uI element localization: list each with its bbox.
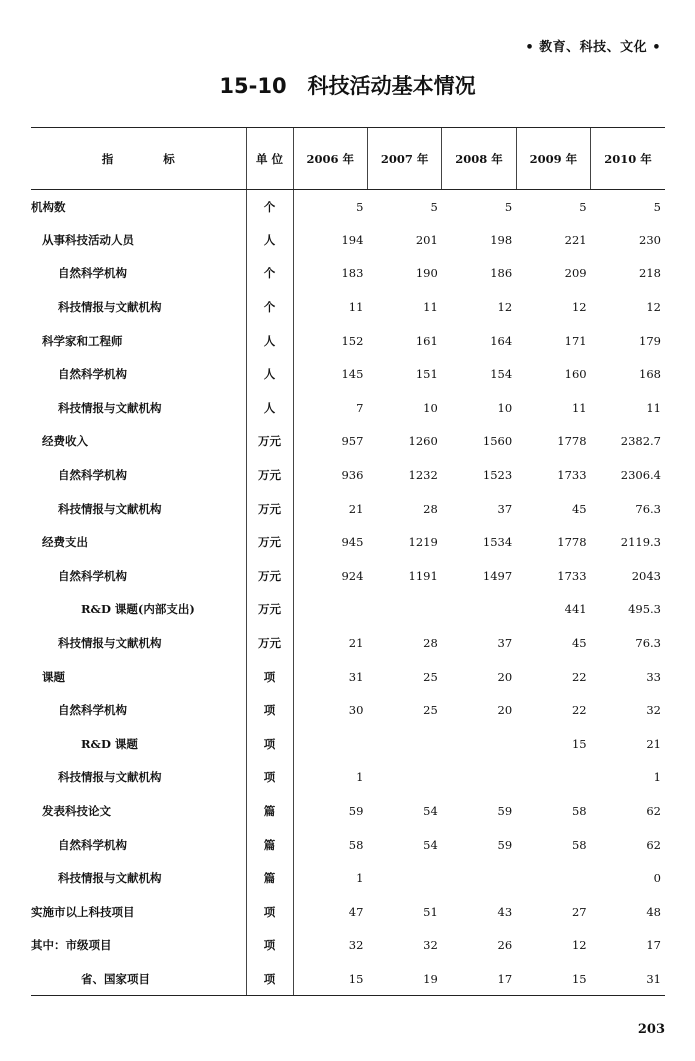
- value-cell: 51: [423, 904, 438, 919]
- value-cell: 22: [571, 669, 587, 684]
- page-title: 15-10 科技活动基本情况: [219, 74, 476, 98]
- value-cell: 32: [646, 703, 661, 718]
- value-cell: 5: [504, 199, 513, 214]
- unit-column-header: 单 位: [246, 128, 293, 190]
- value-cell: [442, 727, 516, 761]
- value-cell: 12: [646, 300, 661, 315]
- table-row: [31, 357, 665, 391]
- table-row: [31, 660, 665, 694]
- value-cell: 1778: [557, 535, 587, 550]
- table-row: [31, 257, 665, 291]
- value-cell: [367, 861, 441, 895]
- value-cell: 5: [293, 190, 367, 224]
- unit-cell: 人: [246, 357, 293, 391]
- value-cell: 1497: [482, 568, 513, 583]
- value-cell: 5: [430, 199, 438, 214]
- table-row: [31, 525, 665, 559]
- value-cell: 186: [490, 266, 513, 281]
- section-label: • 教育、科技、文化 •: [525, 40, 661, 55]
- value-cell: 27: [571, 904, 587, 919]
- table-row: [31, 290, 665, 324]
- value-cell: 152: [293, 324, 367, 358]
- value-cell: 43: [497, 904, 513, 919]
- table-row: [31, 761, 665, 795]
- value-cell: 19: [367, 962, 441, 996]
- unit-cell: 人: [246, 223, 293, 257]
- value-cell: 17: [442, 962, 516, 996]
- unit-cell: 个: [246, 190, 293, 224]
- value-cell: 58: [571, 803, 587, 818]
- year-column-header: 2008 年: [442, 128, 516, 190]
- indicator-name: 科技情报与文献机构: [58, 871, 162, 886]
- value-cell: 12: [571, 300, 587, 315]
- statistics-table: [31, 127, 665, 996]
- value-cell: 154: [490, 367, 513, 382]
- value-cell: 58: [293, 828, 367, 862]
- value-cell: 441: [564, 602, 587, 617]
- value-cell: 59: [497, 837, 513, 852]
- unit-cell: 项: [246, 895, 293, 929]
- value-cell: [516, 761, 590, 795]
- value-cell: [516, 861, 590, 895]
- value-cell: 32: [293, 929, 367, 963]
- year-column-header: 2006 年: [293, 128, 367, 190]
- table-row: [31, 693, 665, 727]
- value-cell: 21: [293, 492, 367, 526]
- indicator-name: 实施市以上科技项目: [31, 904, 135, 919]
- year-column-header: 2007 年: [367, 128, 441, 190]
- table-header-row: [31, 128, 665, 190]
- indicator-name: 其中：市级项目: [31, 938, 112, 953]
- indicator-name: 科技情报与文献机构: [58, 400, 162, 415]
- value-cell: 12: [571, 938, 587, 953]
- unit-cell: 人: [246, 324, 293, 358]
- value-cell: 15: [516, 962, 590, 996]
- indicator-name: 自然科学机构: [58, 837, 127, 852]
- table-row: [31, 223, 665, 257]
- indicator-header-char-2: 标: [163, 151, 175, 166]
- value-cell: 164: [490, 333, 513, 348]
- unit-cell: 个: [246, 257, 293, 291]
- value-cell: 1: [293, 761, 367, 795]
- unit-cell: 项: [246, 761, 293, 795]
- unit-cell: 项: [246, 660, 293, 694]
- value-cell: 10: [497, 400, 513, 415]
- value-cell: 25: [423, 703, 438, 718]
- value-cell: 1534: [482, 535, 513, 550]
- indicator-name: 自然科学机构: [58, 468, 127, 483]
- value-cell: 179: [639, 333, 661, 348]
- table-row: [31, 391, 665, 425]
- value-cell: 11: [423, 300, 438, 315]
- value-cell: 2119.3: [620, 535, 661, 550]
- value-cell: 11: [293, 290, 367, 324]
- value-cell: 20: [497, 669, 513, 684]
- value-cell: [442, 593, 516, 627]
- value-cell: 54: [423, 837, 438, 852]
- indicator-name: 科技情报与文献机构: [58, 300, 162, 315]
- value-cell: 7: [293, 391, 367, 425]
- value-cell: 5: [653, 199, 661, 214]
- value-cell: 1: [293, 861, 367, 895]
- value-cell: 2043: [631, 568, 661, 583]
- table-row: [31, 929, 665, 963]
- unit-cell: 万元: [246, 559, 293, 593]
- table-row: [31, 559, 665, 593]
- value-cell: 11: [571, 400, 587, 415]
- unit-cell: 项: [246, 727, 293, 761]
- value-cell: 31: [293, 660, 367, 694]
- value-cell: 1191: [408, 568, 438, 583]
- value-cell: 54: [423, 803, 438, 818]
- value-cell: 37: [497, 501, 513, 516]
- value-cell: 151: [415, 367, 438, 382]
- value-cell: 17: [646, 938, 661, 953]
- value-cell: 33: [646, 669, 661, 684]
- unit-cell: 项: [246, 693, 293, 727]
- value-cell: 12: [497, 300, 513, 315]
- value-cell: 201: [415, 232, 438, 247]
- value-cell: 145: [293, 357, 367, 391]
- unit-cell: 万元: [246, 626, 293, 660]
- value-cell: 10: [423, 400, 438, 415]
- indicator-name: 科技情报与文献机构: [58, 770, 162, 785]
- statistics-table-container: [31, 127, 665, 996]
- value-cell: 1733: [557, 468, 587, 483]
- unit-cell: 万元: [246, 492, 293, 526]
- unit-cell: 篇: [246, 861, 293, 895]
- indicator-header-char-1: 指: [101, 151, 114, 166]
- unit-cell: 篇: [246, 794, 293, 828]
- value-cell: 62: [646, 837, 661, 852]
- value-cell: 47: [293, 895, 367, 929]
- value-cell: 936: [293, 458, 367, 492]
- value-cell: [293, 593, 367, 627]
- value-cell: 168: [639, 367, 661, 382]
- value-cell: 1219: [408, 535, 438, 550]
- value-cell: 183: [293, 257, 367, 291]
- value-cell: 31: [591, 962, 665, 996]
- value-cell: 25: [423, 669, 438, 684]
- table-header: [31, 128, 665, 190]
- value-cell: 76.3: [635, 501, 661, 516]
- value-cell: 1733: [557, 568, 587, 583]
- value-cell: 957: [293, 425, 367, 459]
- value-cell: [367, 593, 441, 627]
- value-cell: 924: [293, 559, 367, 593]
- value-cell: 1: [653, 770, 661, 785]
- value-cell: 28: [423, 501, 438, 516]
- indicator-name: 从事科技活动人员: [42, 232, 134, 247]
- value-cell: 45: [571, 501, 587, 516]
- table-row: [31, 794, 665, 828]
- indicator-name: R&D 课题: [81, 736, 138, 751]
- indicator-name: 机构数: [31, 199, 66, 214]
- unit-cell: 万元: [246, 458, 293, 492]
- value-cell: 21: [293, 626, 367, 660]
- value-cell: 59: [293, 794, 367, 828]
- indicator-name: 自然科学机构: [58, 266, 127, 281]
- value-cell: 2382.7: [620, 434, 661, 449]
- unit-cell: 篇: [246, 828, 293, 862]
- unit-cell: 万元: [246, 525, 293, 559]
- value-cell: 161: [415, 333, 438, 348]
- table-row: [31, 727, 665, 761]
- unit-cell: 项: [246, 962, 293, 996]
- value-cell: 62: [646, 803, 661, 818]
- indicator-name: 自然科学机构: [58, 703, 127, 718]
- indicator-name: 科技情报与文献机构: [58, 636, 162, 651]
- value-cell: 1260: [408, 434, 438, 449]
- indicator-name: 科技情报与文献机构: [58, 501, 162, 516]
- value-cell: 1560: [482, 434, 513, 449]
- indicator-name: R&D 课题(内部支出): [81, 602, 195, 617]
- table-row: [31, 962, 665, 996]
- value-cell: 37: [497, 636, 513, 651]
- table-row: [31, 861, 665, 895]
- table-row: [31, 425, 665, 459]
- unit-cell: 项: [246, 929, 293, 963]
- year-column-header: 2009 年: [516, 128, 590, 190]
- value-cell: 15: [293, 962, 367, 996]
- table-row: [31, 895, 665, 929]
- value-cell: 171: [564, 333, 587, 348]
- page-number: 203: [637, 1022, 665, 1037]
- value-cell: 2306.4: [620, 468, 661, 483]
- value-cell: 76.3: [635, 636, 661, 651]
- value-cell: 209: [564, 266, 587, 281]
- value-cell: 48: [646, 904, 661, 919]
- indicator-column-header: [31, 128, 246, 190]
- value-cell: 221: [564, 232, 587, 247]
- value-cell: [442, 761, 516, 795]
- value-cell: [367, 761, 441, 795]
- table-row: [31, 458, 665, 492]
- year-column-header: 2010 年: [591, 128, 665, 190]
- table-row: [31, 190, 665, 224]
- value-cell: 22: [571, 703, 587, 718]
- indicator-name: 省、国家项目: [31, 962, 246, 996]
- value-cell: 1232: [408, 468, 438, 483]
- value-cell: 11: [646, 400, 661, 415]
- value-cell: 1778: [557, 434, 587, 449]
- value-cell: 30: [293, 693, 367, 727]
- value-cell: 58: [571, 837, 587, 852]
- unit-cell: 个: [246, 290, 293, 324]
- table-row: [31, 593, 665, 627]
- indicator-name: 发表科技论文: [42, 803, 111, 818]
- unit-cell: 人: [246, 391, 293, 425]
- unit-cell: 万元: [246, 425, 293, 459]
- value-cell: 198: [490, 232, 513, 247]
- value-cell: 495.3: [628, 602, 661, 617]
- table-row: [31, 828, 665, 862]
- value-cell: 32: [423, 938, 438, 953]
- value-cell: 5: [579, 199, 587, 214]
- indicator-name: 自然科学机构: [58, 367, 127, 382]
- value-cell: 26: [497, 938, 513, 953]
- value-cell: 21: [646, 736, 661, 751]
- value-cell: 45: [571, 636, 587, 651]
- table-row: [31, 324, 665, 358]
- value-cell: 0: [653, 871, 661, 886]
- value-cell: 20: [497, 703, 513, 718]
- value-cell: [442, 861, 516, 895]
- indicator-name: 经费支出: [42, 535, 88, 550]
- indicator-name: 自然科学机构: [58, 568, 127, 583]
- value-cell: [367, 727, 441, 761]
- value-cell: 59: [497, 803, 513, 818]
- value-cell: 190: [415, 266, 438, 281]
- indicator-name: 经费收入: [42, 434, 88, 449]
- value-cell: 230: [639, 232, 661, 247]
- value-cell: 194: [293, 223, 367, 257]
- table-row: [31, 492, 665, 526]
- unit-cell: 万元: [246, 593, 293, 627]
- value-cell: 218: [639, 266, 661, 281]
- indicator-name: 课题: [42, 669, 65, 684]
- value-cell: [293, 727, 367, 761]
- value-cell: 945: [293, 525, 367, 559]
- value-cell: 160: [564, 367, 587, 382]
- table-body: [31, 190, 665, 996]
- indicator-name: 科学家和工程师: [42, 333, 123, 348]
- table-row: [31, 626, 665, 660]
- value-cell: 28: [423, 636, 438, 651]
- value-cell: 1523: [482, 468, 513, 483]
- value-cell: 15: [571, 736, 587, 751]
